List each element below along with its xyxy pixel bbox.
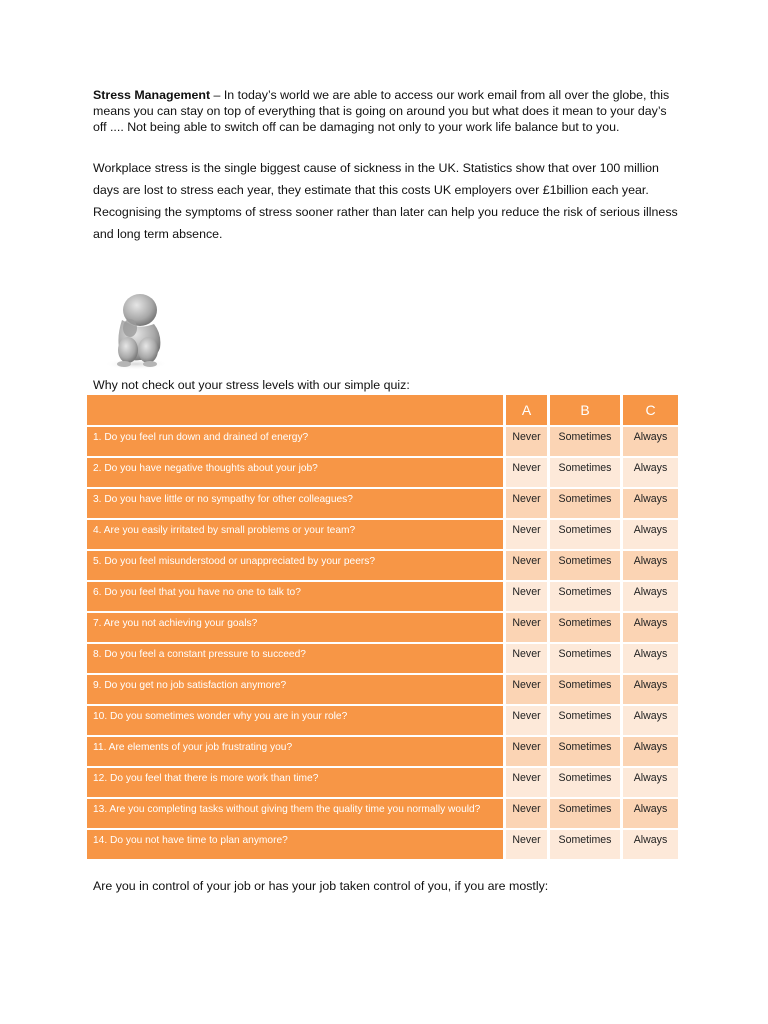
question-cell: 9. Do you get no job satisfaction anymore? <box>87 675 503 704</box>
answer-cell-a[interactable]: Never <box>506 830 547 859</box>
question-cell: 13. Are you completing tasks without giving them the quality time you normally would? <box>87 799 503 828</box>
answer-cell-c[interactable]: Always <box>623 427 678 456</box>
table-row <box>87 799 678 828</box>
answer-cell-c[interactable]: Always <box>623 737 678 766</box>
answer-cell-a[interactable]: Never <box>506 520 547 549</box>
intro-text: – In today’s world we are able to access our work email from all over the globe, this means you can stay on top of everything that is going on around you but what does it mean to your day’s off .... Not being able to switch off can be damaging not only to your work life balance but to you. <box>93 88 670 134</box>
answer-cell-c[interactable]: Always <box>623 799 678 828</box>
answer-cell-c[interactable]: Always <box>623 706 678 735</box>
answer-cell-b[interactable]: Sometimes <box>550 675 620 704</box>
answer-cell-c[interactable]: Always <box>623 458 678 487</box>
answer-cell-a[interactable]: Never <box>506 799 547 828</box>
question-cell: 10. Do you sometimes wonder why you are in your role? <box>87 706 503 735</box>
question-cell: 5. Do you feel misunderstood or unappreciated by your peers? <box>87 551 503 580</box>
table-row <box>87 427 678 456</box>
answer-cell-c[interactable]: Always <box>623 613 678 642</box>
answer-cell-b[interactable]: Sometimes <box>550 737 620 766</box>
intro-paragraph-1 <box>93 87 683 135</box>
outro-text: Are you in control of your job or has your job taken control of you, if you are mostly: <box>93 879 549 893</box>
answer-cell-c[interactable]: Always <box>623 582 678 611</box>
answer-cell-b[interactable]: Sometimes <box>550 830 620 859</box>
question-cell: 6. Do you feel that you have no one to talk to? <box>87 582 503 611</box>
table-row <box>87 613 678 642</box>
answer-cell-b[interactable]: Sometimes <box>550 644 620 673</box>
answer-cell-c[interactable]: Always <box>623 675 678 704</box>
table-row <box>87 520 678 549</box>
answer-cell-a[interactable]: Never <box>506 737 547 766</box>
stressed-person-figure-icon <box>100 290 170 370</box>
answer-cell-b[interactable]: Sometimes <box>550 706 620 735</box>
answer-cell-b[interactable]: Sometimes <box>550 427 620 456</box>
answer-cell-b[interactable]: Sometimes <box>550 799 620 828</box>
question-cell: 11. Are elements of your job frustrating you? <box>87 737 503 766</box>
quiz-intro: Why not check out your stress levels with our simple quiz: <box>93 378 410 392</box>
answer-cell-a[interactable]: Never <box>506 768 547 797</box>
answer-cell-b[interactable]: Sometimes <box>550 582 620 611</box>
table-row <box>87 551 678 580</box>
header-col-c: C <box>623 395 678 425</box>
table-row <box>87 830 678 859</box>
table-row <box>87 706 678 735</box>
quiz-body <box>87 427 678 859</box>
header-question-cell <box>87 395 503 425</box>
answer-cell-c[interactable]: Always <box>623 830 678 859</box>
answer-cell-a[interactable]: Never <box>506 427 547 456</box>
question-cell: 1. Do you feel run down and drained of energy? <box>87 427 503 456</box>
answer-cell-a[interactable]: Never <box>506 458 547 487</box>
table-row <box>87 489 678 518</box>
answer-cell-c[interactable]: Always <box>623 551 678 580</box>
answer-cell-a[interactable]: Never <box>506 582 547 611</box>
table-row <box>87 675 678 704</box>
question-cell: 2. Do you have negative thoughts about your job? <box>87 458 503 487</box>
intro-paragraph-2: Workplace stress is the single biggest cause of sickness in the UK. Statistics show that over 100 million days are lost to stress each year, they estimate that this costs UK employers over £1billion each year. Recognising the symptoms of stress sooner rather than later can help you reduce the risk of serious illness and long term absence. <box>93 161 678 241</box>
answer-cell-c[interactable]: Always <box>623 768 678 797</box>
stress-quiz-table <box>84 393 681 861</box>
table-row <box>87 737 678 766</box>
answer-cell-a[interactable]: Never <box>506 675 547 704</box>
answer-cell-a[interactable]: Never <box>506 489 547 518</box>
table-header-row <box>87 395 678 425</box>
header-col-b: B <box>550 395 620 425</box>
table-row <box>87 582 678 611</box>
answer-cell-b[interactable]: Sometimes <box>550 551 620 580</box>
answer-cell-c[interactable]: Always <box>623 644 678 673</box>
answer-cell-b[interactable]: Sometimes <box>550 613 620 642</box>
question-cell: 4. Are you easily irritated by small problems or your team? <box>87 520 503 549</box>
answer-cell-a[interactable]: Never <box>506 613 547 642</box>
question-cell: 14. Do you not have time to plan anymore? <box>87 830 503 859</box>
table-row <box>87 768 678 797</box>
answer-cell-a[interactable]: Never <box>506 706 547 735</box>
question-cell: 8. Do you feel a constant pressure to succeed? <box>87 644 503 673</box>
question-cell: 7. Are you not achieving your goals? <box>87 613 503 642</box>
answer-cell-b[interactable]: Sometimes <box>550 458 620 487</box>
answer-cell-c[interactable]: Always <box>623 489 678 518</box>
answer-cell-b[interactable]: Sometimes <box>550 768 620 797</box>
table-row <box>87 458 678 487</box>
answer-cell-c[interactable]: Always <box>623 520 678 549</box>
table-row <box>87 644 678 673</box>
intro-heading: Stress Management <box>93 88 211 102</box>
question-cell: 3. Do you have little or no sympathy for other colleagues? <box>87 489 503 518</box>
question-cell: 12. Do you feel that there is more work than time? <box>87 768 503 797</box>
header-col-a: A <box>506 395 547 425</box>
answer-cell-b[interactable]: Sometimes <box>550 489 620 518</box>
answer-cell-a[interactable]: Never <box>506 551 547 580</box>
answer-cell-a[interactable]: Never <box>506 644 547 673</box>
answer-cell-b[interactable]: Sometimes <box>550 520 620 549</box>
